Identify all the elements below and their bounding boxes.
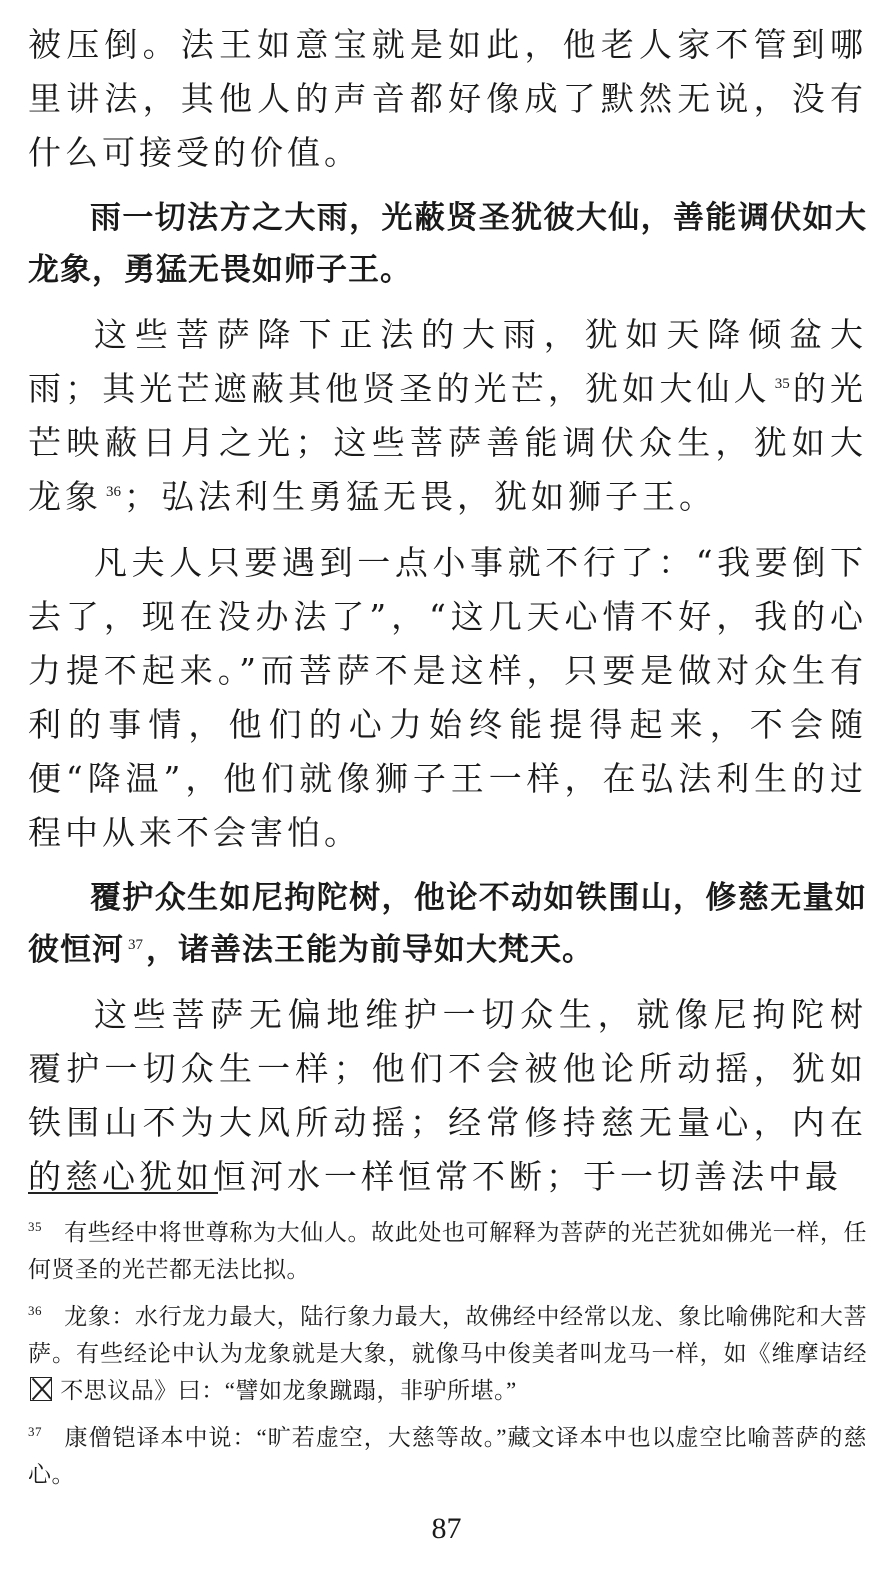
footnote-ref-37[interactable]: 37 xyxy=(128,936,143,953)
paragraph-commentary: 凡夫人只要遇到一点小事就不行了：“我要倒下去了，现在没办法了”，“这几天心情不好，我的心力提不起来。”而菩萨不是这样，只要是做对众生有利的事情，他们的心力始终能提得起来，不会随便“降温”，他们就像狮子王一样，在弘法利生的过程中从来不会害怕。 xyxy=(28,543,867,852)
footnote-35 xyxy=(28,1214,867,1288)
paragraph-root-verse: 雨一切法方之大雨，光蔽贤圣犹彼大仙，善能调伏如大龙象，勇猛无畏如师子王。 xyxy=(28,200,867,288)
paragraph-commentary-continued: 被压倒。法王如意宝就是如此，他老人家不管到哪里讲法，其他人的声音都好像成了默然无说，没有什么可接受的价值。 xyxy=(28,25,867,172)
text-segment: 的光芒映蔽日月之光；这些菩萨善能调伏众生，犹如大龙象 xyxy=(28,369,868,516)
footnote-36 xyxy=(28,1298,867,1409)
text-segment: ，诸善法王能为前导如大梵天。 xyxy=(146,932,594,968)
paragraph-root-verse xyxy=(28,872,867,976)
paragraph-commentary: 这些菩萨无偏地维护一切众生，就像尼拘陀树覆护一切众生一样；他们不会被他论所动摇，犹如铁围山不为大风所动摇；经常修持慈无量心，内在的慈心犹如恒河水一样恒常不断；于一切善法中最 xyxy=(28,995,867,1196)
missing-glyph-icon xyxy=(30,1377,52,1401)
footnote-number: 35 xyxy=(28,1219,42,1235)
footnote-text: 不思议品》曰：“譬如龙象蹴蹋，非驴所堪。” xyxy=(60,1378,517,1403)
main-text xyxy=(28,18,867,1204)
footnote-number: 36 xyxy=(28,1303,42,1319)
footnote-number: 37 xyxy=(28,1424,42,1440)
footnote-separator xyxy=(28,1192,218,1194)
footnote-37 xyxy=(28,1419,867,1493)
footnote-ref-36[interactable]: 36 xyxy=(106,484,121,500)
footnote-text: 有些经中将世尊称为大仙人。故此处也可解释为菩萨的光芒犹如佛光一样，任何贤圣的光芒都无法比拟。 xyxy=(28,1220,867,1282)
footnotes xyxy=(28,1214,867,1503)
footnote-ref-35[interactable]: 35 xyxy=(774,376,790,392)
footnote-text: 康僧铠译本中说：“旷若虚空，大慈等故。”藏文译本中也以虚空比喻菩萨的慈心。 xyxy=(28,1425,867,1487)
text-segment: 这些菩萨降下正法的大雨，犹如天降倾盆大雨；其光芒遮蔽其他贤圣的光芒，犹如大仙人 xyxy=(28,315,867,408)
text-segment: 覆护众生如尼拘陀树，他论不动如铁围山，修慈无量如彼恒河 xyxy=(28,880,867,968)
text-segment: ；弘法利生勇猛无畏，犹如狮子王。 xyxy=(124,477,716,516)
page-number: 87 xyxy=(431,1512,462,1545)
footnote-text: 龙象：水行龙力最大，陆行象力最大，故佛经中经常以龙、象比喻佛陀和大菩萨。有些经论中认为龙象就是大象，就像马中俊美者叫龙马一样，如《维摩诘经 xyxy=(28,1304,867,1366)
paragraph-commentary xyxy=(28,308,867,524)
